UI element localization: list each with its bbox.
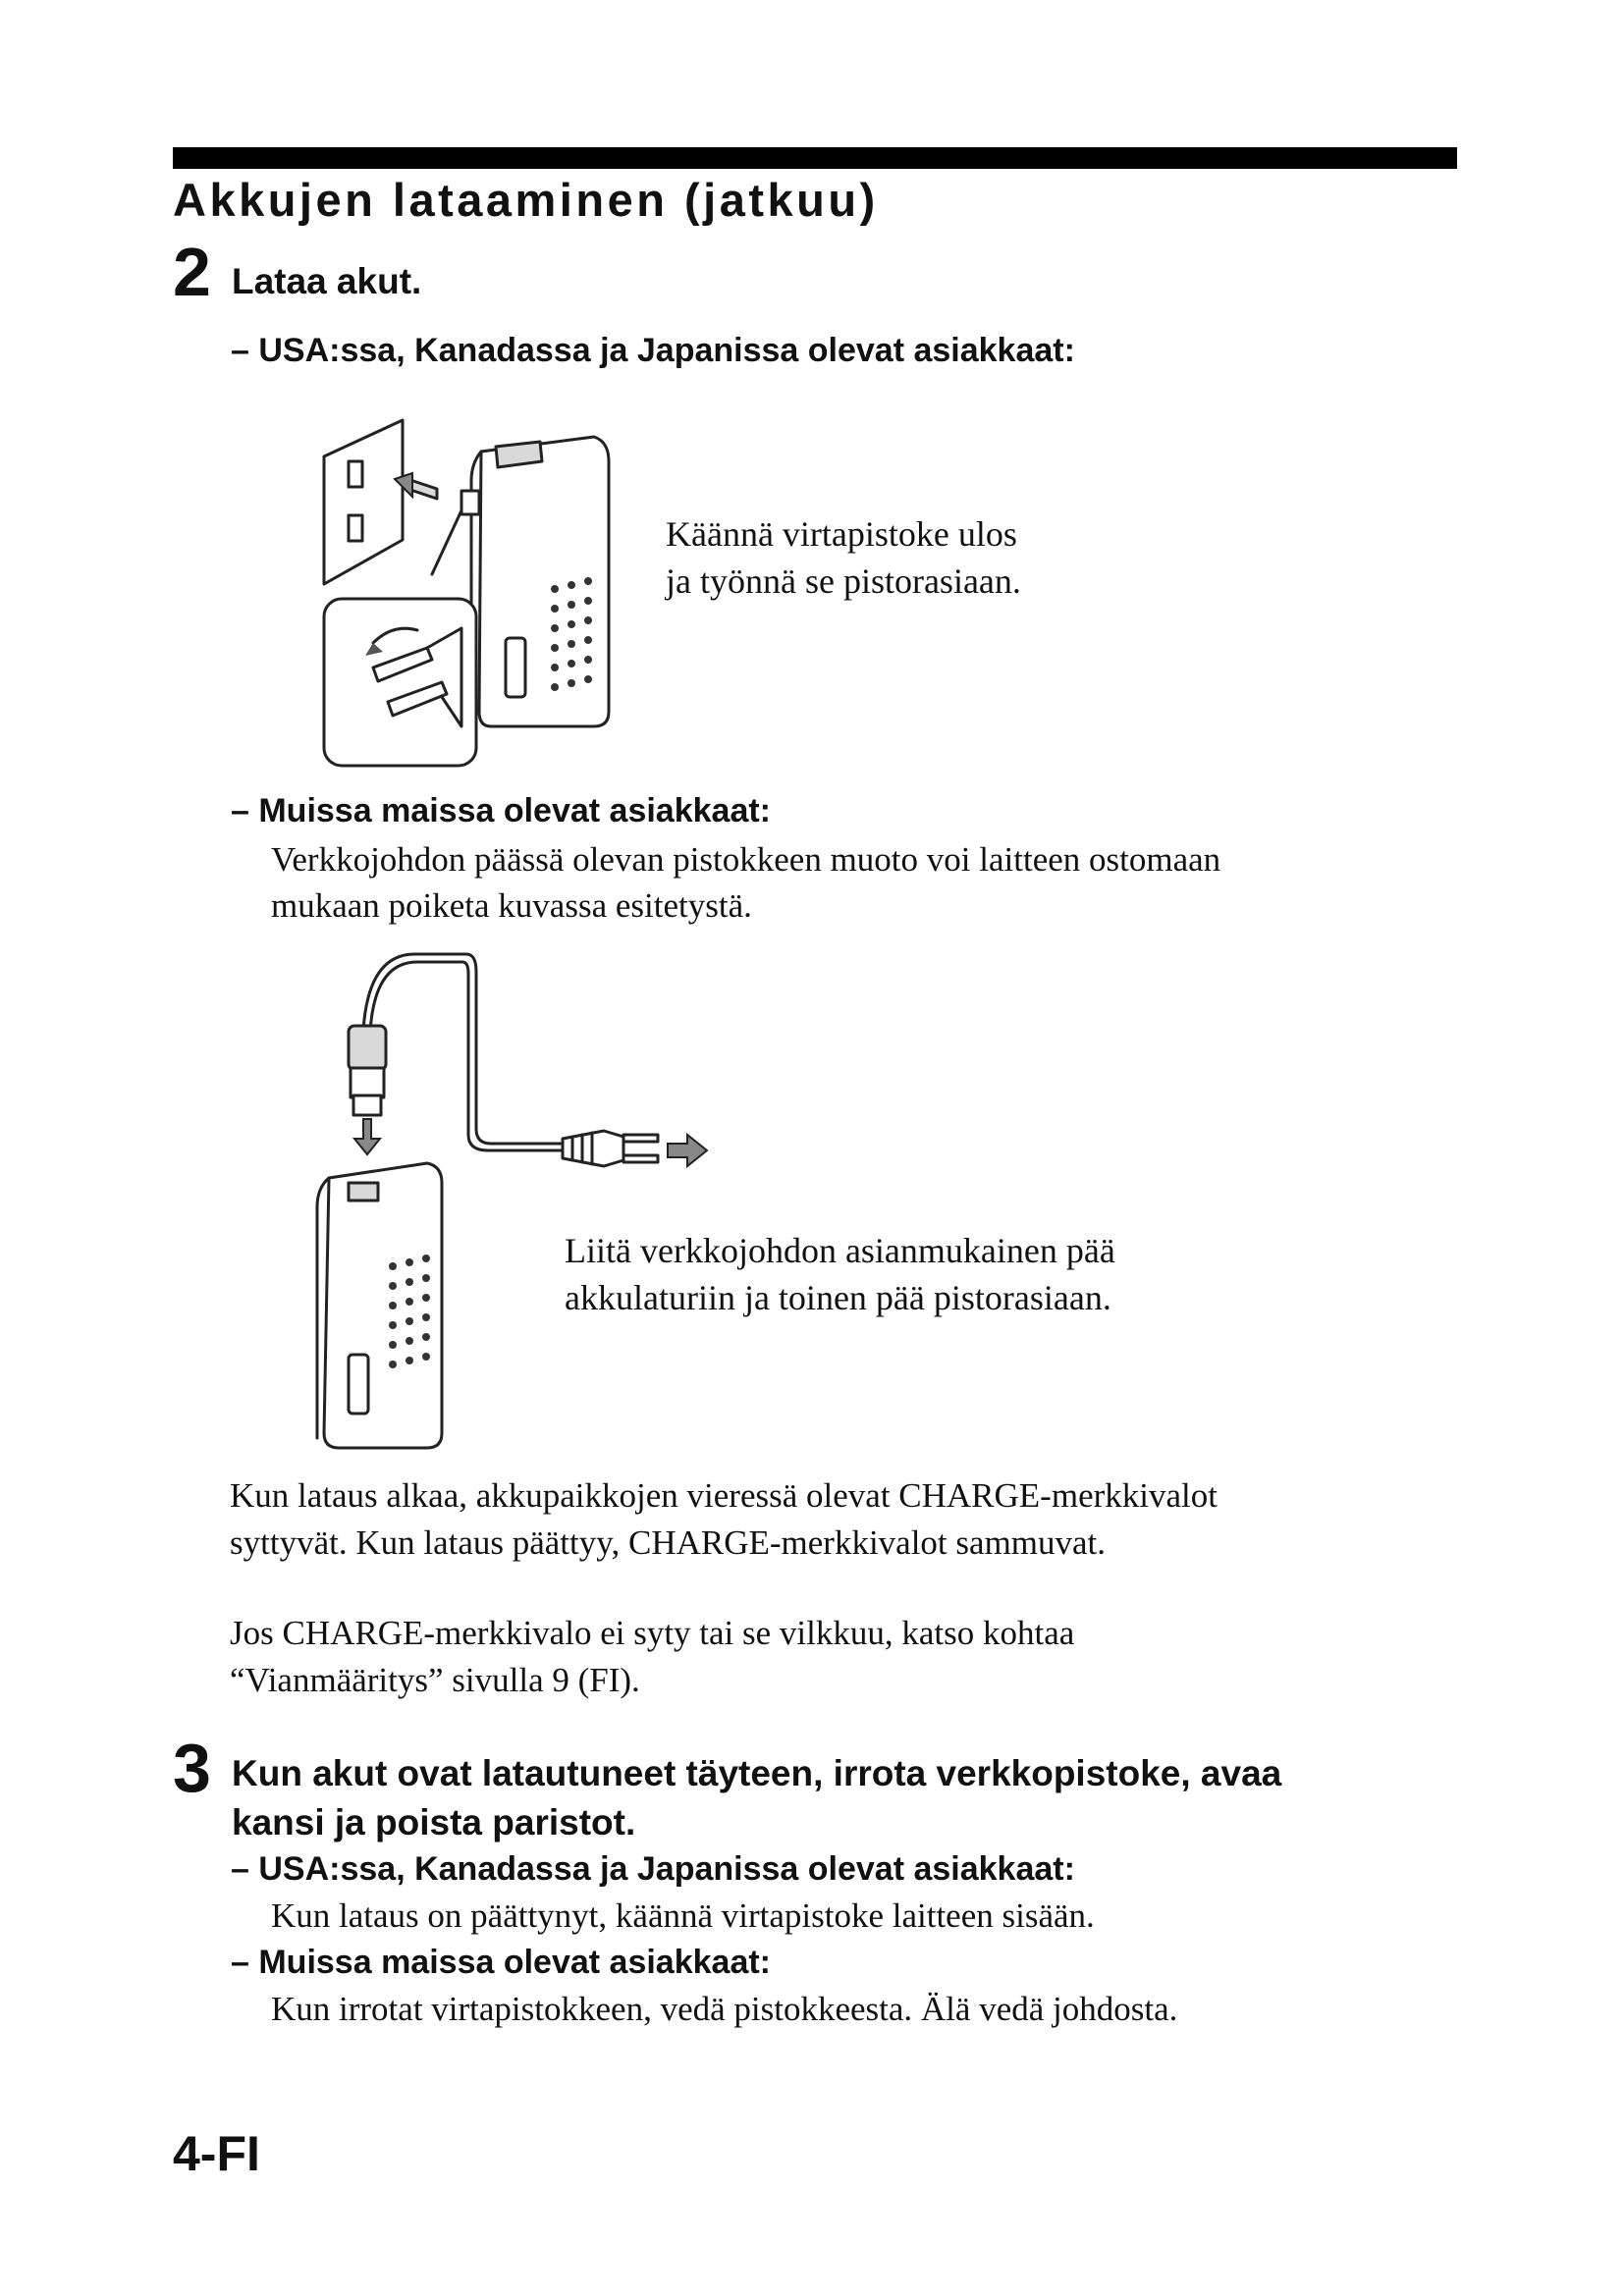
step-3-text-usa: Kun lataus on päättynyt, käännä virtapistoke laitteen sisään. [271,1896,1095,1935]
step-2-number: 2 [173,234,211,310]
arrow-down-icon [354,1119,380,1154]
charger-cord-illustration [309,942,781,1453]
step-3-heading-line-1: Kun akut ovat latautuneet täyteen, irrota verkkopistoke, avaa [232,1753,1282,1793]
caption-usa-line-1: Käännä virtapistoke ulos [666,514,1017,554]
wall-outlet [324,420,403,584]
caption-other-line-2: akkulaturiin ja toinen pää pistorasiaan. [565,1278,1111,1317]
step-2-heading: Lataa akut. [232,261,422,301]
step-3-text-other: Kun irrotat virtapistokkeen, vedä pistokkeesta. Älä vedä johdosta. [271,1990,1178,2028]
note-other-line-1: Verkkojohdon päässä olevan pistokkeen muoto voi laitteen ostomaan [271,840,1221,879]
arrow-right-icon [668,1135,707,1166]
plug-prong [461,491,479,514]
outlet-slot [349,461,362,487]
caption-other-line-1: Liitä verkkojohdon asianmukainen pää [565,1231,1115,1270]
step-3-sub-usa: – USA:ssa, Kanadassa ja Japanissa olevat asiakkaat: [231,1850,1075,1888]
header-rule [173,147,1457,169]
step-3-heading-line-2: kansi ja poista paristot. [232,1802,636,1842]
step-2-sub-usa: – USA:ssa, Kanadassa ja Japanissa olevat asiakkaat: [231,332,1075,369]
outlet-slot [349,515,362,541]
page-title: Akkujen lataaminen (jatkuu) [173,174,879,226]
step-2-sub-other: – Muissa maissa olevat asiakkaat: [231,792,771,829]
plug-detail-inset [324,599,476,766]
page-number: 4-FI [173,2126,260,2181]
paragraph-1-line-1: Kun lataus alkaa, akkupaikkojen vieressä olevat CHARGE-merkkivalot [230,1476,1218,1515]
caption-usa-line-2: ja työnnä se pistorasiaan. [666,561,1021,601]
cord-connector [349,1026,386,1070]
note-other-line-2: mukaan poiketa kuvassa esitetystä. [271,886,752,925]
plug-pin [623,1155,658,1162]
charge-indicator [349,1355,368,1414]
paragraph-2-line-2: “Vianmääritys” sivulla 9 (FI). [230,1661,640,1699]
charge-indicator [506,638,525,697]
charger-usa-illustration [314,402,619,771]
paragraph-2-line-1: Jos CHARGE-merkkivalo ei syty tai se vilkkuu, katso kohtaa [230,1614,1075,1652]
step-3-sub-other: – Muissa maissa olevat asiakkaat: [231,1944,771,1981]
paragraph-1-line-2: syttyvät. Kun lataus päättyy, CHARGE-merkkivalot sammuvat. [230,1523,1107,1562]
step-3-number: 3 [173,1730,211,1806]
plug-pin [623,1135,658,1142]
mains-cord [363,954,565,1144]
charger-body [324,1163,442,1448]
